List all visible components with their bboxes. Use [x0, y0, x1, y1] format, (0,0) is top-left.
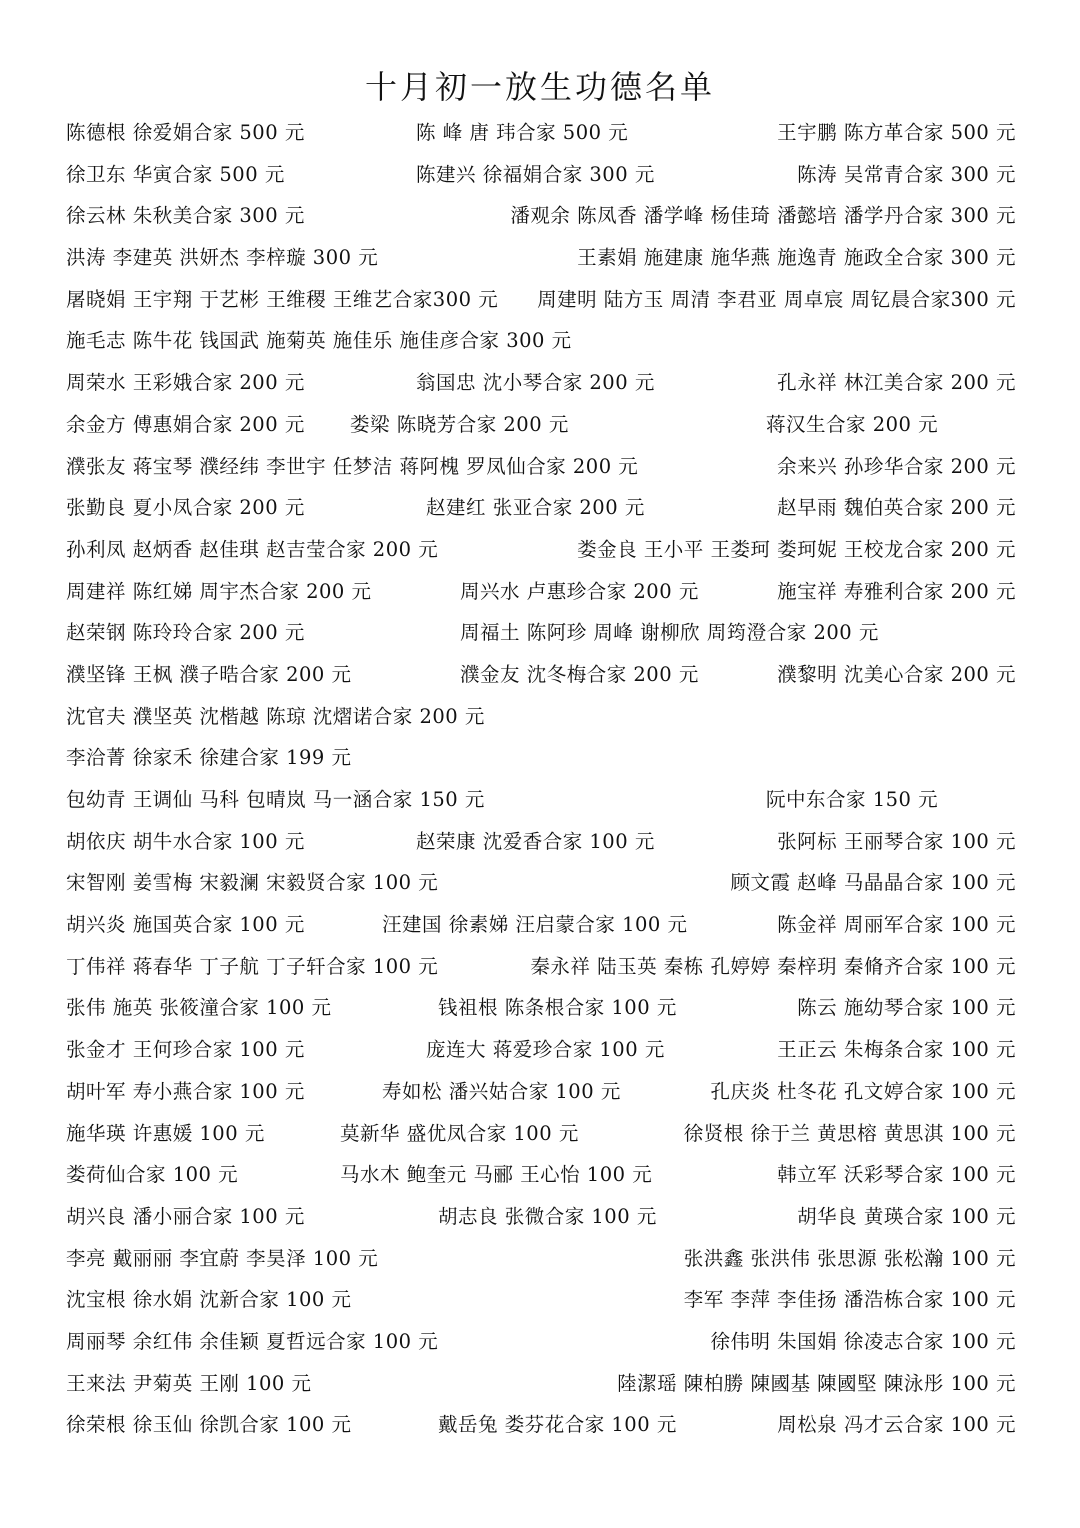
- donor-entry: 胡叶军 寿小燕合家 100 元: [66, 1079, 305, 1103]
- donor-entry: 施华瑛 许惠媛 100 元: [66, 1121, 265, 1145]
- list-row: [66, 1113, 1016, 1155]
- donor-entry: 寿如松 潘兴姑合家 100 元: [382, 1079, 621, 1103]
- list-row: [66, 654, 1016, 696]
- donor-entry: 陈涛 吴常青合家 300 元: [797, 162, 1016, 186]
- list-row: [66, 320, 1016, 362]
- donor-entry: 胡兴良 潘小丽合家 100 元: [66, 1204, 305, 1228]
- list-row: [66, 1321, 1016, 1363]
- donor-entry: 沈官夫 濮坚英 沈楷越 陈琼 沈熠诺合家 200 元: [66, 704, 485, 728]
- donor-entry: 周松泉 冯才云合家 100 元: [777, 1413, 1016, 1437]
- donor-entry: 屠晓娟 王宇翔 于艺彬 王维稷 王维艺合家300 元: [66, 287, 499, 311]
- list-row: [66, 1279, 1016, 1321]
- donor-entry: 施宝祥 寿雅利合家 200 元: [777, 579, 1016, 603]
- donor-entry: 李亮 戴丽丽 李宜蔚 李昊泽 100 元: [66, 1246, 379, 1270]
- list-row: [66, 904, 1016, 946]
- donor-entry: 钱祖根 陈条根合家 100 元: [438, 996, 677, 1020]
- donor-entry: 赵荣钢 陈玲玲合家 200 元: [66, 621, 305, 645]
- list-row: [66, 612, 1016, 654]
- donor-entry: 胡华良 黄瑛合家 100 元: [797, 1204, 1016, 1228]
- donor-entry: 濮黎明 沈美心合家 200 元: [777, 662, 1016, 686]
- donor-entry: 胡依庆 胡牛水合家 100 元: [66, 829, 305, 853]
- donor-entry: 张洪鑫 张洪伟 张思源 张松瀚 100 元: [683, 1246, 1016, 1270]
- list-row: [66, 1196, 1016, 1238]
- donor-entry: 余金方 傅惠娟合家 200 元: [66, 412, 305, 436]
- donor-entry: 包幼青 王调仙 马科 包晴岚 马一涵合家 150 元: [66, 788, 485, 811]
- donor-entry: 蒋汉生合家 200 元: [766, 412, 939, 436]
- donor-entry: 周福土 陈阿珍 周峰 谢柳欣 周筠澄合家 200 元: [460, 621, 879, 645]
- donor-entry: 陈金祥 周丽军合家 100 元: [777, 913, 1016, 937]
- donor-entry: 沈宝根 徐水娟 沈新合家 100 元: [66, 1288, 352, 1312]
- donor-entry: 娄荷仙合家 100 元: [66, 1163, 239, 1187]
- page-title: 十月初一放生功德名单: [364, 68, 715, 106]
- donor-entry: 周兴水 卢惠珍合家 200 元: [460, 579, 699, 603]
- list-row: [66, 1029, 1016, 1071]
- donor-entry: 张勤良 夏小凤合家 200 元: [66, 496, 305, 520]
- list-row: [66, 821, 1016, 863]
- donor-entry: 王素娟 施建康 施华燕 施逸青 施政全合家 300 元: [577, 246, 1016, 270]
- donor-entry: 阮中东合家 150 元: [766, 788, 939, 811]
- donor-entry: 孔庆炎 杜冬花 孔文婷合家 100 元: [710, 1079, 1016, 1103]
- donor-entry: 余来兴 孙珍华合家 200 元: [777, 454, 1016, 478]
- donor-entry: 王宇鹏 陈方革合家 500 元: [777, 121, 1016, 144]
- donor-entry: 赵荣康 沈爱香合家 100 元: [416, 829, 655, 853]
- donor-entry: 汪建国 徐素娣 汪启蒙合家 100 元: [382, 913, 688, 937]
- list-row: [66, 1363, 1016, 1405]
- donor-entry: 陈云 施幼琴合家 100 元: [797, 996, 1016, 1020]
- donor-entry: 孙利凤 赵炳香 赵佳琪 赵吉莹合家 200 元: [66, 537, 439, 561]
- list-row: [66, 862, 1016, 904]
- donor-entry: 庞连大 蒋爱珍合家 100 元: [426, 1038, 665, 1062]
- donor-entry: 马水木 鲍奎元 马郦 王心怡 100 元: [340, 1163, 653, 1187]
- donor-entry: 王正云 朱梅条合家 100 元: [777, 1038, 1016, 1062]
- donor-entry: 张金才 王何珍合家 100 元: [66, 1038, 305, 1062]
- list-row: [66, 987, 1016, 1029]
- donor-entry: 潘观余 陈凤香 潘学峰 杨佳琦 潘懿培 潘学丹合家 300 元: [510, 204, 1016, 228]
- donor-entry: 顾文霞 赵峰 马晶晶合家 100 元: [730, 871, 1016, 895]
- donor-entry: 王来法 尹菊英 王刚 100 元: [66, 1371, 312, 1395]
- donor-entry: 赵早雨 魏伯英合家 200 元: [777, 496, 1016, 520]
- donor-entry: 周丽琴 余红伟 余佳颖 夏哲远合家 100 元: [66, 1329, 439, 1353]
- donor-entry: 莫新华 盛优凤合家 100 元: [340, 1121, 579, 1145]
- donor-entry: 张伟 施英 张筱潼合家 100 元: [66, 996, 332, 1020]
- donor-entry: 胡兴炎 施国英合家 100 元: [66, 913, 305, 937]
- donor-entry: 陈德根 徐爱娟合家 500 元: [66, 121, 305, 144]
- list-row: [66, 1404, 1016, 1446]
- list-row: [66, 1071, 1016, 1113]
- donor-entry: 戴岳兔 娄芬花合家 100 元: [438, 1413, 677, 1437]
- donor-entry: 李洽菁 徐家禾 徐建合家 199 元: [66, 746, 352, 770]
- donor-entry: 施毛志 陈牛花 钱国武 施菊英 施佳乐 施佳彦合家 300 元: [66, 329, 572, 353]
- donor-entry: 赵建红 张亚合家 200 元: [426, 496, 645, 520]
- donor-entry: 丁伟祥 蒋春华 丁子航 丁子轩合家 100 元: [66, 954, 439, 978]
- donor-entry: 徐伟明 朱国娟 徐凌志合家 100 元: [710, 1329, 1016, 1353]
- list-row: [66, 195, 1016, 237]
- list-row: [66, 779, 1016, 821]
- donor-entry: 陸潔瑶 陳柏勝 陳國基 陳國堅 陳泳彤 100 元: [617, 1371, 1016, 1395]
- donor-entry: 周建明 陆方玉 周清 李君亚 周卓宸 周钇晨合家300 元: [537, 287, 1016, 311]
- donor-entry: 秦永祥 陆玉英 秦栋 孔婷婷 秦梓玥 秦脩齐合家 100 元: [530, 954, 1016, 978]
- donor-entry: 宋智刚 姜雪梅 宋毅澜 宋毅贤合家 100 元: [66, 871, 439, 895]
- donor-entry: 娄梁 陈晓芳合家 200 元: [350, 412, 569, 436]
- list-row: [66, 404, 1016, 446]
- list-row: [66, 1238, 1016, 1280]
- list-row: [66, 487, 1016, 529]
- donor-entry: 徐荣根 徐玉仙 徐凯合家 100 元: [66, 1413, 352, 1437]
- list-row: [66, 237, 1016, 279]
- list-row: [66, 112, 1016, 154]
- list-row: [66, 946, 1016, 988]
- donor-entry: 洪涛 李建英 洪妍杰 李梓璇 300 元: [66, 246, 379, 270]
- donor-entry: 李军 李萍 李佳扬 潘浩栋合家 100 元: [683, 1288, 1016, 1312]
- list-row: [66, 446, 1016, 488]
- list-row: [66, 571, 1016, 613]
- list-row: [66, 696, 1016, 738]
- donor-entry: 胡志良 张微合家 100 元: [438, 1204, 657, 1228]
- donor-entry: 周建祥 陈红娣 周宇杰合家 200 元: [66, 579, 372, 603]
- list-row: [66, 279, 1016, 321]
- donor-entry: 韩立军 沃彩琴合家 100 元: [777, 1163, 1016, 1187]
- donor-entry: 翁国忠 沈小琴合家 200 元: [416, 371, 655, 395]
- donor-entry: 濮坚锋 王枫 濮子晧合家 200 元: [66, 662, 352, 686]
- donor-entry: 周荣水 王彩娥合家 200 元: [66, 371, 305, 395]
- donor-entry: 濮金友 沈冬梅合家 200 元: [460, 662, 699, 686]
- donor-entry: 徐卫东 华寅合家 500 元: [66, 162, 285, 186]
- list-row: [66, 529, 1016, 571]
- donor-entry: 孔永祥 林江美合家 200 元: [777, 371, 1016, 395]
- donor-entry: 张阿标 王丽琴合家 100 元: [777, 829, 1016, 853]
- donor-list: [66, 112, 1016, 1446]
- list-row: [66, 737, 1016, 779]
- list-row: [66, 154, 1016, 196]
- donor-entry: 陈 峰 唐 玮合家 500 元: [416, 121, 629, 144]
- donor-entry: 徐云林 朱秋美合家 300 元: [66, 204, 305, 228]
- donor-entry: 濮张友 蒋宝琴 濮经纬 李世宇 任梦洁 蒋阿槐 罗凤仙合家 200 元: [66, 454, 639, 478]
- donor-entry: 徐贤根 徐于兰 黄思榕 黄思淇 100 元: [683, 1121, 1016, 1145]
- list-row: [66, 1154, 1016, 1196]
- donor-entry: 陈建兴 徐福娟合家 300 元: [416, 162, 655, 186]
- donor-entry: 娄金良 王小平 王娄珂 娄珂妮 王校龙合家 200 元: [577, 537, 1016, 561]
- list-row: [66, 362, 1016, 404]
